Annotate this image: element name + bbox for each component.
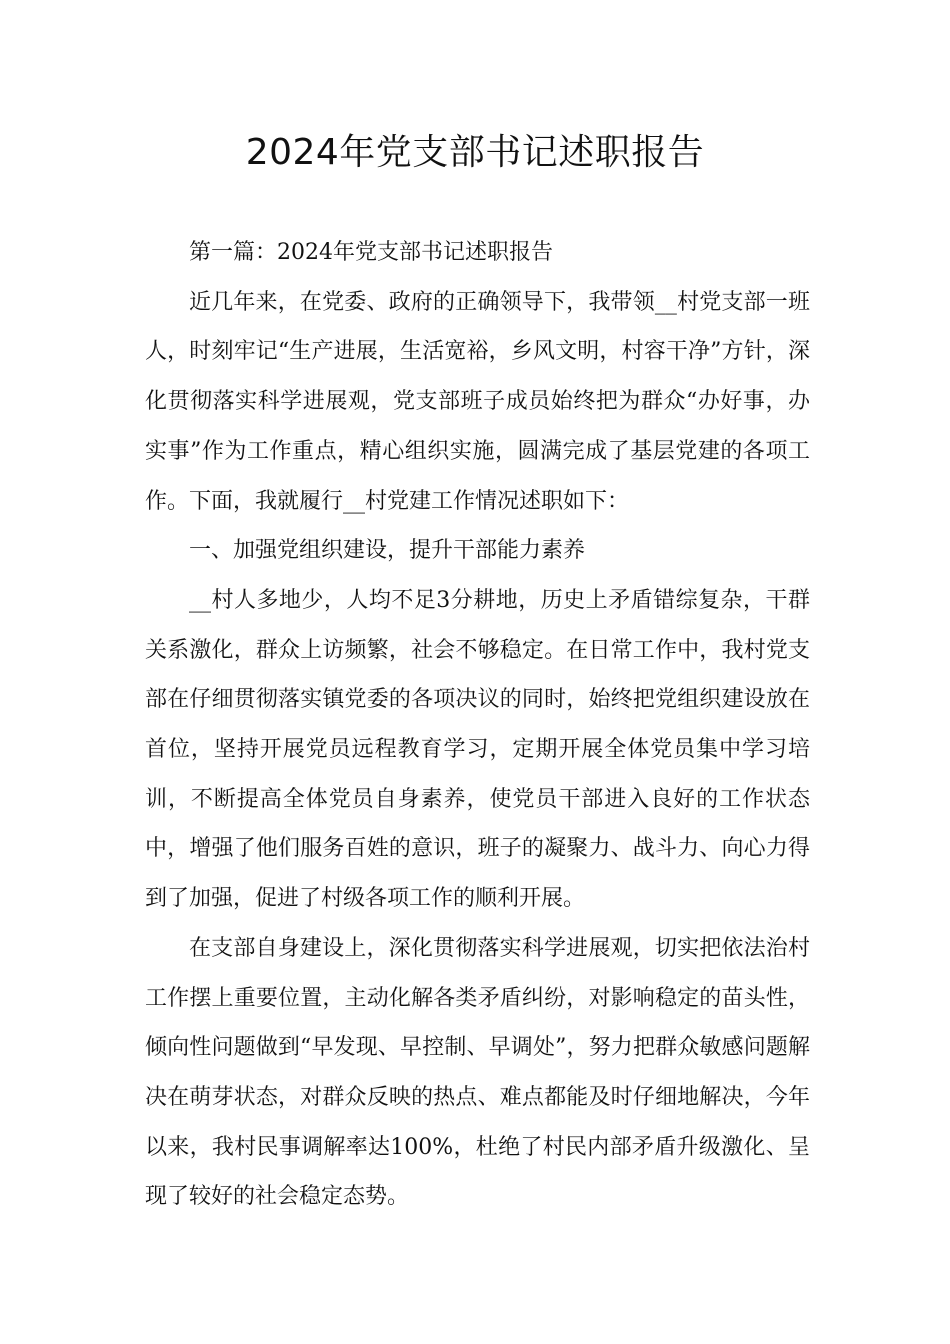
document-title: 2024年党支部书记述职报告	[245, 132, 705, 173]
paragraph-branch-construction: 在支部自身建设上，深化贯彻落实科学进展观，切实把依法治村工作摆上重要位置，主动化解各类矛盾纠纷，对影响稳定的苗头性，倾向性问题做到“早发现、早控制、早调处”，努力把群众敏感问题解决在萌芽状态，对群众反映的热点、难点都能及时仔细地解决，今年以来，我村民事调解率达100%，杜绝了村民内部矛盾升级激化、呈现了较好的社会稳定态势。	[145, 935, 810, 1210]
paragraph-section-heading: 第一篇：2024年党支部书记述职报告	[189, 240, 553, 265]
document-body	[145, 228, 810, 1222]
paragraph-introduction: 近几年来，在党委、政府的正确领导下，我带领__村党支部一班人，时刻牢记“生产进展，生活宽裕，乡风文明，村容干净”方针，深化贯彻落实科学进展观，党支部班子成员始终把为群众“办好事，办实事”作为工作重点，精心组织实施，圆满完成了基层党建的各项工作。下面，我就履行__村党建工作情况述职如下：	[145, 289, 810, 514]
paragraph-village-situation: __村人多地少，人均不足3分耕地，历史上矛盾错综复杂，干群关系激化，群众上访频繁，社会不够稳定。在日常工作中，我村党支部在仔细贯彻落实镇党委的各项决议的同时，始终把党组织建设放在首位，坚持开展党员远程教育学习，定期开展全体党员集中学习培训，不断提高全体党员自身素养，使党员干部进入良好的工作状态中，增强了他们服务百姓的意识，班子的凝聚力、战斗力、向心力得到了加强，促进了村级各项工作的顺利开展。	[145, 587, 810, 912]
paragraph-heading-party-building: 一、加强党组织建设，提升干部能力素养	[189, 538, 586, 564]
